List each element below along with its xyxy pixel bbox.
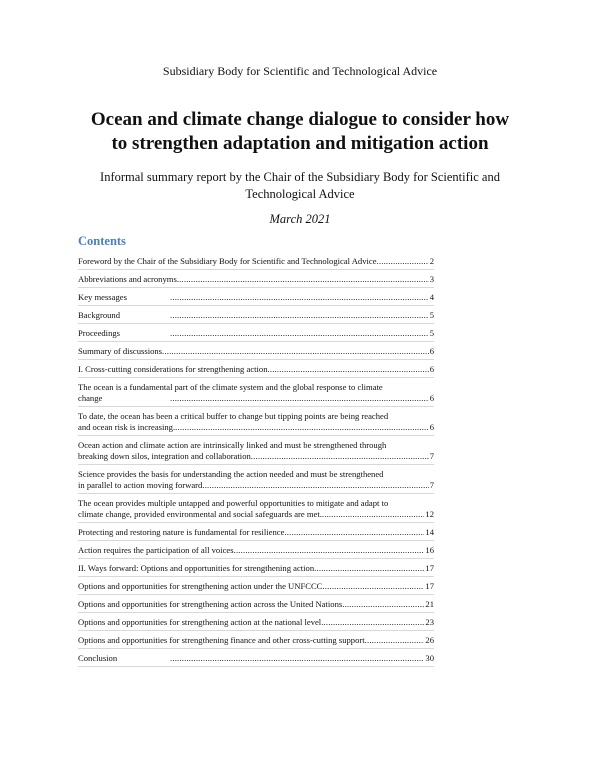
title-line-2: to strengthen adaptation and mitigation action [111, 133, 489, 154]
toc-leader-dots [322, 509, 425, 520]
table-of-contents [78, 256, 434, 667]
toc-entry-text: change [78, 393, 103, 403]
toc-leader-dots [177, 274, 429, 285]
toc-leader-dots [170, 310, 429, 321]
toc-leader-dots [314, 563, 424, 574]
toc-entry[interactable] [78, 411, 434, 436]
toc-entry-text: Background [78, 310, 121, 320]
toc-entry-text: climate change, provided environmental and social safeguards are met. [78, 509, 322, 519]
toc-leader-dots [170, 393, 429, 404]
toc-page-number: 21 [425, 599, 434, 609]
toc-leader-dots [170, 328, 429, 339]
toc-page-number: 5 [429, 328, 434, 338]
toc-entry-text-line: The ocean provides multiple untapped and powerful opportunities to mitigate and adapt to [78, 498, 389, 508]
toc-page-number: 6 [429, 393, 434, 403]
toc-leader-dots [284, 527, 424, 538]
toc-entry-text: Options and opportunities for strengthening finance and other cross-cutting support [78, 635, 365, 645]
toc-entry[interactable] [78, 545, 434, 559]
toc-leader-dots [162, 346, 429, 357]
toc-page-number: 5 [429, 310, 434, 320]
contents-heading: Contents [78, 234, 126, 248]
toc-leader-dots [322, 581, 424, 592]
subtitle-line-2: Technological Advice [245, 187, 355, 201]
toc-entry-text-line: Ocean action and climate action are intrinsically linked and must be strengthened through [78, 440, 387, 450]
toc-leader-dots [170, 653, 424, 664]
toc-page-number: 23 [425, 617, 434, 627]
toc-entry[interactable] [78, 469, 434, 494]
toc-entry[interactable] [78, 328, 434, 342]
toc-entry[interactable] [78, 498, 434, 523]
toc-page-number: 26 [425, 635, 434, 645]
toc-leader-dots [202, 480, 428, 491]
toc-entry[interactable] [78, 292, 434, 306]
toc-entry[interactable] [78, 599, 434, 613]
toc-entry[interactable] [78, 346, 434, 360]
toc-entry-text: Action requires the participation of all voices [78, 545, 234, 555]
toc-page-number: 6 [429, 422, 434, 432]
toc-entry-text: Options and opportunities for strengthening action under the UNFCCC [78, 581, 323, 591]
toc-leader-dots [321, 617, 424, 628]
toc-page-number: 7 [429, 451, 434, 461]
toc-entry[interactable] [78, 364, 434, 378]
toc-entry[interactable] [78, 635, 434, 649]
toc-entry[interactable] [78, 256, 434, 270]
document-title [40, 108, 560, 156]
toc-entry-text: Protecting and restoring nature is fundamental for resilience [78, 527, 285, 537]
toc-page-number: 4 [429, 292, 434, 302]
toc-entry-text: Summary of discussions [78, 346, 163, 356]
toc-entry-text: Proceedings [78, 328, 121, 338]
toc-entry[interactable] [78, 653, 434, 667]
toc-leader-dots [377, 256, 429, 267]
toc-entry[interactable] [78, 617, 434, 631]
organization-header: Subsidiary Body for Scientific and Technological Advice [162, 64, 438, 78]
title-line-1: Ocean and climate change dialogue to consider how [90, 109, 510, 130]
toc-page-number: 12 [425, 509, 434, 519]
toc-page-number: 17 [425, 563, 434, 573]
toc-entry[interactable] [78, 274, 434, 288]
toc-entry-text: I. Cross-cutting considerations for strengthening action [78, 364, 268, 374]
toc-leader-dots [234, 545, 425, 556]
toc-entry-text: Options and opportunities for strengthening action at the national level [78, 617, 322, 627]
toc-page-number: 6 [429, 364, 434, 374]
toc-entry[interactable] [78, 440, 434, 465]
toc-leader-dots [268, 364, 429, 375]
toc-entry-text: breaking down silos, integration and collaboration [78, 451, 251, 461]
toc-entry-text-line: The ocean is a fundamental part of the climate system and the global response to climate [78, 382, 383, 392]
toc-page-number: 17 [425, 581, 434, 591]
toc-page-number: 2 [429, 256, 434, 266]
toc-page-number: 3 [429, 274, 434, 284]
toc-entry[interactable] [78, 310, 434, 324]
toc-page-number: 6 [429, 346, 434, 356]
subtitle-line-1: Informal summary report by the Chair of the Subsidiary Body for Scientific and [100, 170, 500, 184]
toc-entry-text-line: Science provides the basis for understanding the action needed and must be strengthened [78, 469, 384, 479]
toc-leader-dots [170, 292, 429, 303]
toc-page-number: 7 [429, 480, 434, 490]
document-subtitle [90, 169, 510, 203]
toc-leader-dots [251, 451, 429, 462]
toc-page-number: 30 [425, 653, 434, 663]
toc-entry-text: Conclusion [78, 653, 118, 663]
toc-entry-text: and ocean risk is increasing. [78, 422, 176, 432]
toc-entry-text: II. Ways forward: Options and opportunities for strengthening action [78, 563, 315, 573]
toc-page-number: 14 [425, 527, 434, 537]
toc-leader-dots [342, 599, 424, 610]
toc-entry-text: Options and opportunities for strengthening action across the United Nations [78, 599, 343, 609]
toc-leader-dots [365, 635, 425, 646]
toc-entry[interactable] [78, 581, 434, 595]
toc-page-number: 16 [425, 545, 434, 555]
toc-entry-text: in parallel to action moving forward [78, 480, 203, 490]
toc-entry-text-line: To date, the ocean has been a critical buffer to change but tipping points are being reached [78, 411, 389, 421]
toc-entry[interactable] [78, 527, 434, 541]
toc-entry[interactable] [78, 382, 434, 407]
toc-entry[interactable] [78, 563, 434, 577]
toc-entry-text: Foreword by the Chair of the Subsidiary Body for Scientific and Technological Advice [78, 256, 377, 266]
toc-entry-text: Abbreviations and acronyms [78, 274, 177, 284]
toc-entry-text: Key messages [78, 292, 127, 302]
toc-leader-dots [175, 422, 429, 433]
document-date: March 2021 [269, 212, 331, 226]
